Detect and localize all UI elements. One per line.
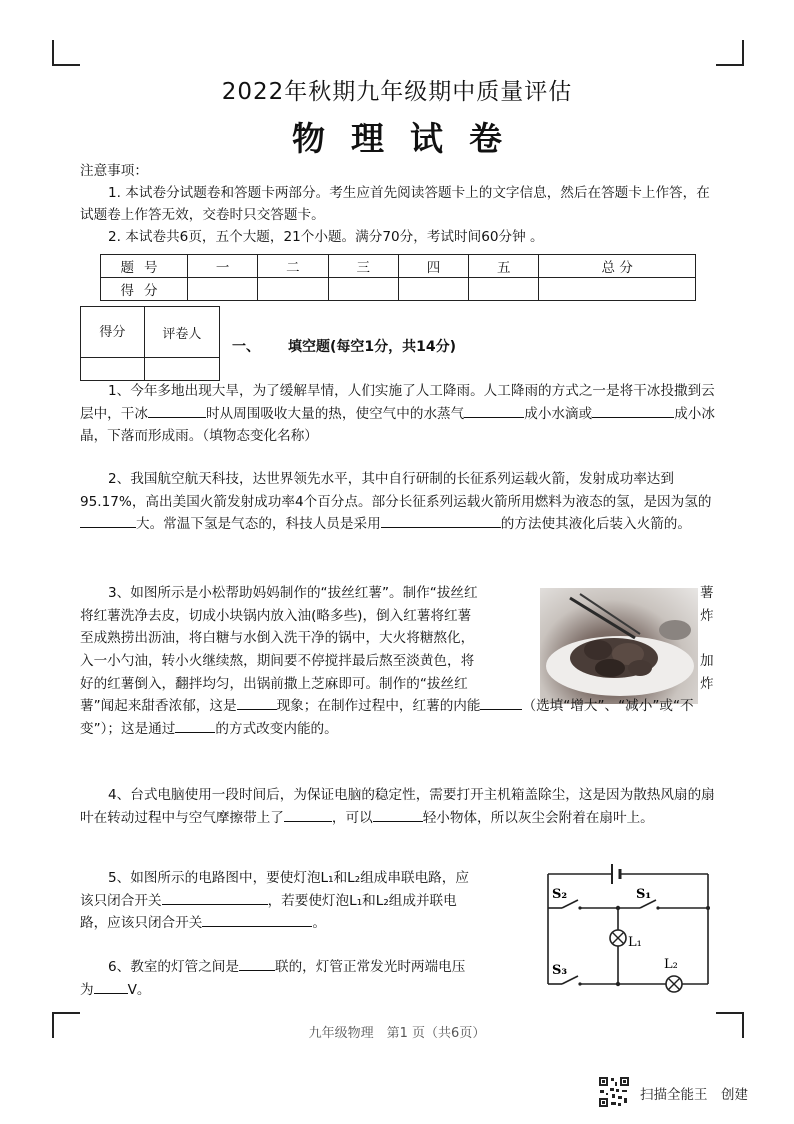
notes <box>80 160 720 248</box>
q3-line-1: 3、如图所示是小松帮助妈妈制作的“拔丝红薯”。制作“拔丝红 <box>108 585 478 601</box>
q5-line-1: 5、如图所示的电路图中，要使灯泡L₁和L₂组成串联电路，应 <box>108 870 469 886</box>
switch-s2-label: S₂ <box>552 887 568 902</box>
score-cell <box>188 278 258 301</box>
q3-line-5: 好的红薯倒入，翻拌均匀，出锅前撒上芝麻即可。制作的“拔丝红 <box>80 675 468 692</box>
q4-text-3: 轻小物体，所以灰尘会附着在扇叶上。 <box>422 809 654 826</box>
score-table-header-row <box>101 255 696 278</box>
q4-blank-2[interactable] <box>373 807 423 822</box>
exam-subject: 物理试卷 <box>292 119 528 158</box>
qr-code-icon <box>598 1076 630 1108</box>
notes-heading: 注意事项： <box>80 163 148 179</box>
circuit-diagram <box>536 856 720 1004</box>
q3-text-c: （选填“增大”、“减小”或“不变”）；这是通过 <box>80 698 694 737</box>
q3-edge-2: 炸 <box>700 607 714 624</box>
corner-mark-top-left <box>52 40 80 66</box>
corner-mark-top-right <box>716 40 744 66</box>
q3-edge-1: 薯 <box>700 585 714 601</box>
q4-blank-1[interactable] <box>284 807 332 822</box>
q5-blank-1[interactable] <box>162 890 268 905</box>
score-table <box>100 254 696 301</box>
score-col-3: 三 <box>328 255 398 278</box>
grader-table <box>80 306 220 381</box>
q2-text-3: 的方法使其液化后装入火箭的。 <box>500 516 691 533</box>
scanner-watermark: 扫描全能王 创建 <box>640 1087 748 1103</box>
score-col-4: 四 <box>398 255 468 278</box>
score-col-total: 总 分 <box>539 255 696 278</box>
page-footer: 九年级物理 第1 页（共6页） <box>308 1026 486 1041</box>
score-col-5: 五 <box>469 255 539 278</box>
q3-edge-3: 加 <box>700 653 714 670</box>
q3-blank-3[interactable] <box>175 718 215 733</box>
question-3-edge <box>700 582 720 696</box>
q6-text-1: 6、教室的灯管之间是 <box>108 959 239 975</box>
exam-title: 2022年秋期九年级期中质量评估 <box>221 79 573 105</box>
q3-text-b: 现象；在制作过程中，红薯的内能 <box>276 698 481 714</box>
q6-text-3: 为 <box>80 981 94 998</box>
score-row-label: 题号 <box>101 255 188 278</box>
q6-text-2: 联的，灯管正常发光时两端电压 <box>275 959 466 975</box>
question-2 <box>80 468 718 536</box>
q3-line-3: 至成熟捞出沥油，将白糖与水倒入洗干净的锅中，大火将糖熬化， <box>80 630 475 647</box>
notes-item-2: 2. 本试卷共6页，五个大题，21个小题。满分70分，考试时间60分钟 。 <box>108 229 544 245</box>
question-3-rest <box>80 695 718 740</box>
q3-text-a: 薯”闻起来甜香浓郁，这是 <box>80 698 237 714</box>
grader-name-cell <box>144 358 219 381</box>
score-cell <box>328 278 398 301</box>
score-col-2: 二 <box>258 255 328 278</box>
switch-s1-label: S₁ <box>636 887 652 902</box>
q3-line-2: 将红薯洗净去皮，切成小块锅内放入油(略多些)，倒入红薯将红薯 <box>80 607 472 624</box>
q2-text-2: 大。常温下氢是气态的，科技人员是采用 <box>136 516 381 533</box>
q1-blank-3[interactable] <box>592 403 674 418</box>
q2-blank-2[interactable] <box>381 513 501 528</box>
q2-blank-1[interactable] <box>80 513 136 528</box>
score-cell <box>398 278 468 301</box>
q1-text-1: 1、今年多地出现大旱，为了缓解旱情，人们实施了人工降雨。人工降雨的方式之一是将干冰投撒到云层中，干冰 <box>80 383 715 422</box>
notes-item-1: 1. 本试卷分试题卷和答题卡两部分。考生应首先阅读答题卡上的文字信息，然后在答题卡上作答，在试题卷上作答无效，交卷时只交答题卡。 <box>80 185 710 223</box>
q1-blank-2[interactable] <box>464 403 524 418</box>
q5-blank-2[interactable] <box>202 912 312 927</box>
q6-blank-2[interactable] <box>94 979 128 994</box>
q5-text-2: ，若要使灯泡L₁和L₂组成并联电 <box>267 892 457 909</box>
lamp-l1-label: L₁ <box>628 935 642 950</box>
score-table-score-row <box>101 278 696 301</box>
q3-blank-2[interactable] <box>480 695 522 710</box>
question-6 <box>80 956 530 1001</box>
switch-s3-label: S₃ <box>552 963 568 978</box>
score-row-label-2: 得分 <box>101 278 188 301</box>
lamp-l1-icon <box>610 930 626 946</box>
section-title: 填空题(每空1分，共14分) <box>288 339 457 355</box>
score-cell <box>539 278 696 301</box>
q6-text-4: V。 <box>127 981 151 998</box>
q3-line-4: 入一小勺油，转小火继续熬，期间要不停搅拌最后熬至淡黄色，将 <box>80 653 475 670</box>
q1-blank-1[interactable] <box>148 403 206 418</box>
score-cell <box>258 278 328 301</box>
q1-text-3: 成小水滴或 <box>524 405 593 422</box>
question-3-lines <box>80 582 540 696</box>
question-5 <box>80 867 530 935</box>
q4-text-2: ，可以 <box>331 809 373 826</box>
q5-text-4: 。 <box>312 915 326 932</box>
grader-score-label: 得分 <box>81 307 145 358</box>
q3-text-d: 的方式改变内能的。 <box>215 720 338 737</box>
q6-blank-1[interactable] <box>239 956 275 971</box>
question-1 <box>80 380 718 448</box>
lamp-l2-label: L₂ <box>664 957 678 972</box>
score-cell <box>469 278 539 301</box>
q3-blank-1[interactable] <box>237 695 277 710</box>
q1-text-4: 成小冰晶，下落而形成雨。（填物态变化名称） <box>80 405 715 445</box>
grader-name-label: 评卷人 <box>144 307 219 358</box>
q2-text-1: 2、我国航空航天科技，达世界领先水平，其中自行研制的长征系列运载火箭，发射成功率达到95.17%，高出美国火箭发射成功率4个百分点。部分长征系列运载火箭所用燃料为液态的氢，是因为氢的 <box>80 471 712 510</box>
q3-edge-4: 炸 <box>700 675 714 692</box>
q1-text-2: 时从周围吸收大量的热，使空气中的水蒸气 <box>205 405 465 422</box>
q4-text-1: 4、台式电脑使用一段时间后，为保证电脑的稳定性，需要打开主机箱盖除尘，这是因为散热风扇的扇叶在转动过程中与空气摩擦带上了 <box>80 787 715 826</box>
lamp-l2-icon <box>666 976 682 992</box>
question-4 <box>80 784 718 829</box>
section-number: 一、 <box>232 339 260 355</box>
section-1-heading <box>232 336 456 356</box>
q5-text-3: 路，应该只闭合开关 <box>80 915 203 932</box>
q5-text-1: 该只闭合开关 <box>80 892 162 909</box>
grader-score-cell <box>81 358 145 381</box>
sweet-potato-photo <box>540 588 698 704</box>
score-col-1: 一 <box>188 255 258 278</box>
